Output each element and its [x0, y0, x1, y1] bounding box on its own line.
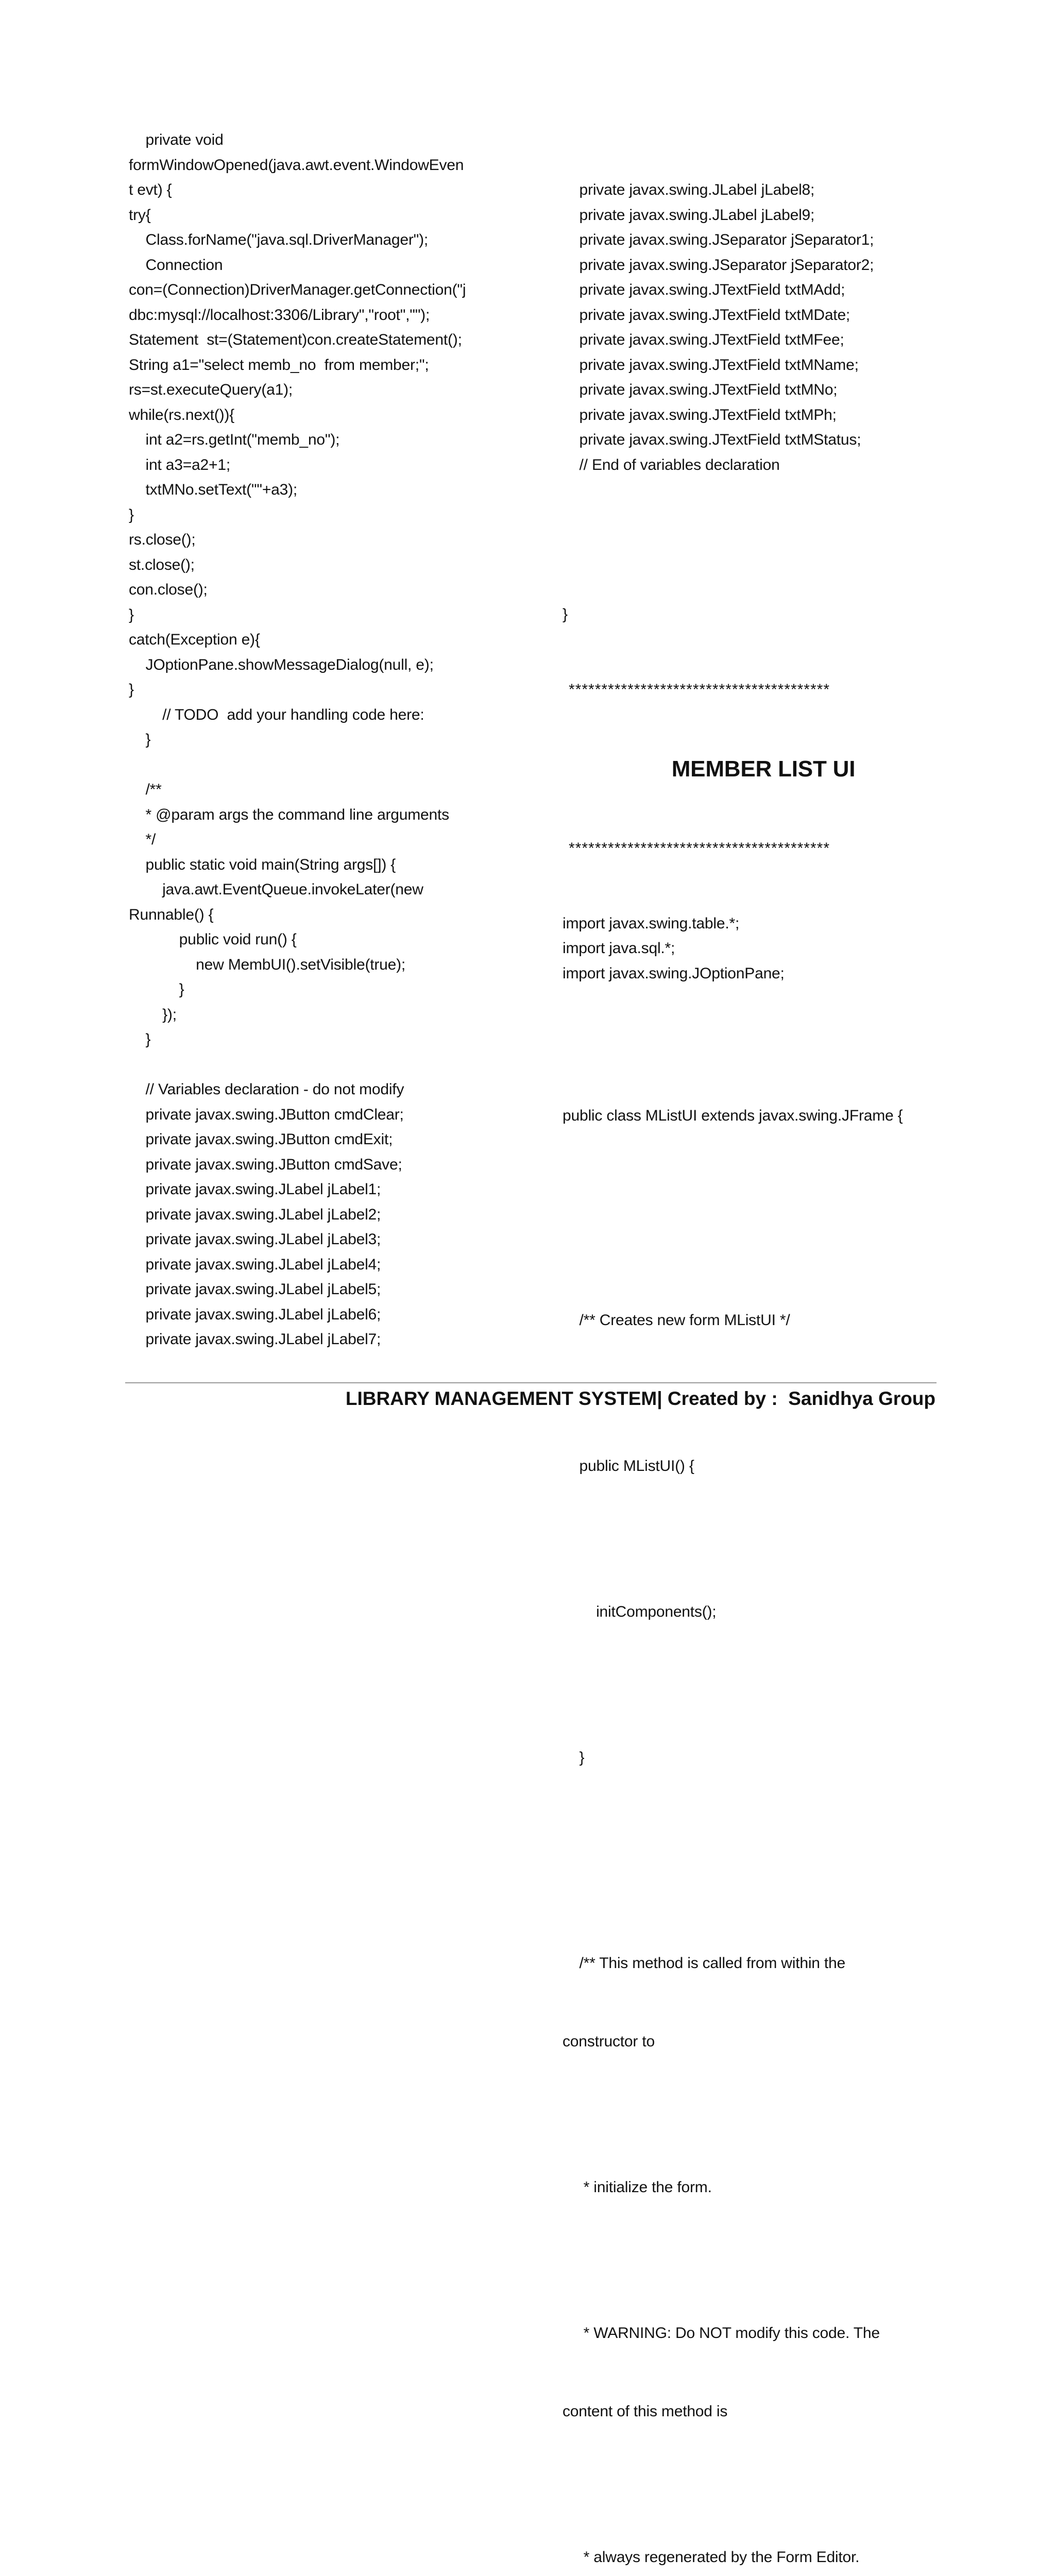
code-line: */ [129, 831, 156, 848]
code-line: private javax.swing.JTextField txtMFee; [563, 331, 844, 348]
code-line: public static void main(String args[]) { [129, 856, 396, 873]
constructor-close: } [563, 1749, 585, 1766]
method-comment-line: * initialize the form. [563, 2178, 712, 2196]
code-line: private javax.swing.JTextField txtMDate; [563, 306, 850, 324]
code-line: } [129, 681, 134, 698]
code-line: private javax.swing.JTextField txtMName; [563, 356, 859, 374]
code-line: * @param args the command line arguments [129, 806, 449, 823]
code-line: t evt) { [129, 181, 172, 198]
code-line: txtMNo.setText(""+a3); [129, 481, 298, 498]
right-code-column [563, 128, 954, 2576]
section-heading: MEMBER LIST UI [671, 756, 856, 782]
code-line: private javax.swing.JLabel jLabel9; [563, 206, 815, 224]
code-line: }); [129, 1006, 177, 1023]
code-line: private javax.swing.JLabel jLabel3; [129, 1231, 381, 1248]
code-line: con=(Connection)DriverManager.getConnection("j [129, 281, 466, 298]
variable-declarations [563, 178, 954, 478]
code-line: private javax.swing.JButton cmdClear; [129, 1106, 404, 1123]
method-comment-line: content of this method is [563, 2402, 728, 2420]
code-line: private javax.swing.JSeparator jSeparator1; [563, 231, 874, 248]
method-comment-line: * WARNING: Do NOT modify this code. The [563, 2324, 880, 2342]
code-line: /** [129, 781, 162, 798]
code-line: formWindowOpened(java.awt.event.WindowEven [129, 156, 464, 174]
code-line: // TODO add your handling code here: [129, 706, 424, 723]
page-footer: LIBRARY MANAGEMENT SYSTEM| Created by : Sanidhya Group [345, 1388, 935, 1409]
method-comment-line: * always regenerated by the Form Editor. [563, 2548, 860, 2566]
code-line: try{ [129, 206, 151, 224]
code-line: rs.close(); [129, 531, 196, 548]
code-line: private javax.swing.JLabel jLabel8; [563, 181, 815, 198]
code-line: } [129, 1031, 151, 1048]
code-line: private javax.swing.JLabel jLabel1; [129, 1181, 381, 1198]
code-line: java.awt.EventQueue.invokeLater(new [129, 881, 423, 898]
constructor-body: initComponents(); [563, 1603, 717, 1620]
import-line: import javax.swing.JOptionPane; [563, 964, 785, 982]
constructor-comment: /** Creates new form MListUI */ [563, 1311, 790, 1329]
import-statements [563, 911, 954, 987]
code-line: Statement st=(Statement)con.createStatement(); [129, 331, 462, 348]
code-line: Class.forName("java.sql.DriverManager"); [129, 231, 428, 248]
code-line: rs=st.executeQuery(a1); [129, 381, 293, 398]
code-line [129, 1053, 500, 1078]
star-rule-top: **************************************** [569, 681, 830, 698]
code-line: dbc:mysql://localhost:3306/Library","root",""); [129, 306, 430, 324]
code-line: Runnable() { [129, 906, 214, 923]
code-line: } [129, 506, 134, 523]
code-line: // End of variables declaration [563, 456, 780, 473]
code-line: private javax.swing.JLabel jLabel4; [129, 1256, 381, 1273]
code-line: private javax.swing.JLabel jLabel7; [129, 1331, 381, 1348]
import-line: import javax.swing.table.*; [563, 914, 740, 932]
code-line: } [129, 606, 134, 623]
code-line: catch(Exception e){ [129, 631, 260, 648]
code-line: while(rs.next()){ [129, 406, 234, 423]
code-line: private javax.swing.JTextField txtMPh; [563, 406, 837, 423]
method-comment-line: /** This method is called from within the [563, 1954, 846, 1972]
star-rule-bottom: **************************************** [569, 840, 830, 857]
code-line: private javax.swing.JSeparator jSeparator2; [563, 256, 874, 274]
code-line: int a2=rs.getInt("memb_no"); [129, 431, 340, 448]
code-line: private javax.swing.JTextField txtMStatus; [563, 431, 861, 448]
code-line: // Variables declaration - do not modify [129, 1081, 404, 1098]
code-line [129, 753, 500, 778]
code-line: private javax.swing.JTextField txtMAdd; [563, 281, 845, 298]
left-code-column [129, 128, 500, 1352]
code-line: } [129, 981, 184, 998]
code-line: } [129, 731, 151, 748]
method-comment-line: constructor to [563, 2032, 655, 2050]
constructor-signature: public MListUI() { [563, 1457, 694, 1475]
code-line: con.close(); [129, 581, 208, 598]
code-line: private javax.swing.JTextField txtMNo; [563, 381, 838, 398]
code-line: private javax.swing.JLabel jLabel2; [129, 1206, 381, 1223]
code-line: private javax.swing.JButton cmdExit; [129, 1131, 393, 1148]
footer-divider [125, 1382, 937, 1383]
code-line: String a1="select memb_no from member;"; [129, 356, 429, 374]
import-line: import java.sql.*; [563, 940, 675, 957]
code-line: st.close(); [129, 556, 195, 573]
code-line: private javax.swing.JLabel jLabel6; [129, 1306, 381, 1323]
code-line: JOptionPane.showMessageDialog(null, e); [129, 656, 434, 673]
code-line: public void run() { [129, 931, 297, 948]
closing-brace: } [563, 606, 568, 623]
code-line: new MembUI().setVisible(true); [129, 956, 406, 973]
code-line: int a3=a2+1; [129, 456, 230, 473]
code-line: Connection [129, 256, 223, 274]
class-declaration: public class MListUI extends javax.swing.JFrame { [563, 1107, 903, 1124]
code-line: private void [129, 131, 224, 148]
code-line: private javax.swing.JLabel jLabel5; [129, 1281, 381, 1298]
code-line: private javax.swing.JButton cmdSave; [129, 1156, 402, 1173]
